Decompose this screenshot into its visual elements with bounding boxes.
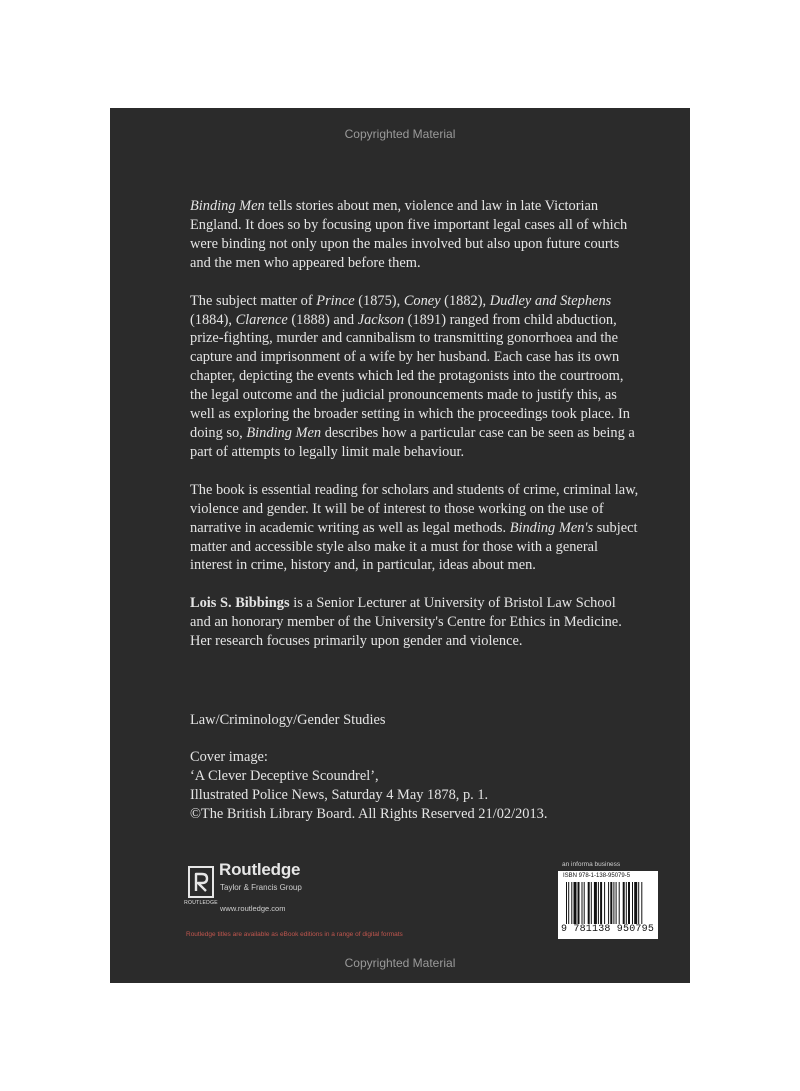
case-name: Jackson (357, 311, 405, 328)
book-title: Binding Men (246, 424, 322, 441)
barcode-bar (628, 882, 630, 924)
barcode-bar (619, 882, 620, 924)
barcode-bar (578, 882, 580, 924)
barcode-bar (632, 882, 633, 924)
blurb-text: The subject matter of (190, 292, 317, 309)
barcode-bar (641, 882, 642, 924)
barcode-bar (568, 882, 569, 924)
barcode-bar (566, 882, 567, 924)
publisher-url: www.routledge.com (220, 904, 286, 913)
author-name: Lois S. Bibbings (190, 595, 290, 612)
barcode-bar (584, 882, 585, 924)
publisher-name: Routledge (219, 860, 301, 879)
barcode-bar (616, 882, 617, 924)
blurb-paragraph-1 (190, 197, 640, 273)
ebook-note: Routledge titles are available as eBook editions in a range of digital formats (186, 931, 403, 938)
barcode-bars (566, 882, 652, 924)
barcode-bar (598, 882, 599, 924)
svg-text:ROUTLEDGE: ROUTLEDGE (184, 900, 218, 906)
blurb-text: (1875), (354, 292, 404, 309)
barcode-bar (604, 882, 605, 924)
case-name: Dudley and Stephens (489, 292, 612, 309)
barcode-bar (626, 882, 627, 924)
barcode-bar (623, 882, 625, 924)
book-back-cover (110, 108, 690, 983)
subject-category: Law/Criminology/Gender Studies (190, 712, 386, 728)
blurb-paragraph-3 (190, 481, 640, 576)
barcode-bar (638, 882, 639, 924)
cover-credit (190, 748, 547, 824)
case-name: Prince (316, 292, 355, 309)
case-name: Coney (403, 292, 441, 309)
book-title: Binding Men's (509, 519, 594, 536)
publisher-block (184, 860, 327, 920)
barcode-bar (574, 882, 577, 924)
cover-credit-rights: ©The British Library Board. All Rights Reserved 21/02/2013. (190, 805, 548, 822)
cover-credit-title: ‘A Clever Deceptive Scoundrel’, (190, 767, 379, 784)
book-title: Binding Men (190, 198, 265, 214)
author-bio (190, 594, 640, 651)
blurb-text: (1888) and (287, 311, 358, 328)
blurb-text: subject matter and accessible style also make it a must for those with a general interest in crime, history and, in particular, ideas about men. (190, 519, 638, 574)
barcode-bar (613, 882, 614, 924)
cover-credit-source: Illustrated Police News, Saturday 4 May 1878, p. 1. (190, 786, 489, 803)
cover-credit-heading: Cover image: (190, 749, 268, 765)
isbn-barcode (558, 871, 658, 939)
barcode-bar (582, 882, 583, 924)
publisher-group: Taylor & Francis Group (220, 883, 302, 892)
barcode-bar (571, 882, 572, 924)
informa-business-label: an informa business (562, 861, 621, 868)
routledge-logo-icon (184, 866, 218, 906)
author-bio-text: is a Senior Lecturer at University of Bristol Law School and an honorary member of the University's Centre for Ethics in Medicine. Her research focuses primarily upon gender and violence. (190, 595, 622, 650)
isbn-label: ISBN 978-1-138-95079-5 (563, 873, 631, 879)
barcode-bar (600, 882, 602, 924)
blurb-text: tells stories about men, violence and law in late Victorian England. It does so by focusing upon five important legal cases all of which were binding not only upon the males involved but also upon future courts and the men who appeared before them. (190, 198, 628, 271)
watermark-bottom: Copyrighted Material (344, 956, 456, 970)
barcode-bar (594, 882, 597, 924)
barcode-bar (608, 882, 609, 924)
barcode-bar (588, 882, 590, 924)
blurb-text: (1891) ranged from child abduction, prize-fighting, murder and cannibalism to transmitting gonorrhoea and the capture and imprisonment of a wife by her husband. Each case has its own chapter, depicting the events which led the protagonists into the courtroom, the legal outcome and the judicial pronouncements made to justify this, as well as exploring the broader setting in which the proceedings took place. In doing so, (190, 311, 630, 441)
watermark-top: Copyrighted Material (344, 127, 456, 141)
blurb-text: describes how a particular case can be seen as being a part of attempts to legally limit male behaviour. (190, 424, 635, 460)
isbn-digits: 9 781138 950795 (561, 924, 655, 935)
barcode-bar (610, 882, 612, 924)
blurb-text: The book is essential reading for scholars and students of crime, criminal law, violence and gender. It will be of interest to those working on the use of narrative in academic writing as well as legal methods. (190, 481, 639, 536)
blurb (190, 197, 640, 670)
barcode-bar (634, 882, 637, 924)
blurb-text: (1884), (190, 311, 236, 328)
blurb-text: (1882), (440, 292, 490, 309)
blurb-paragraph-2 (190, 292, 640, 462)
case-name: Clarence (235, 311, 288, 328)
barcode-bar (591, 882, 592, 924)
